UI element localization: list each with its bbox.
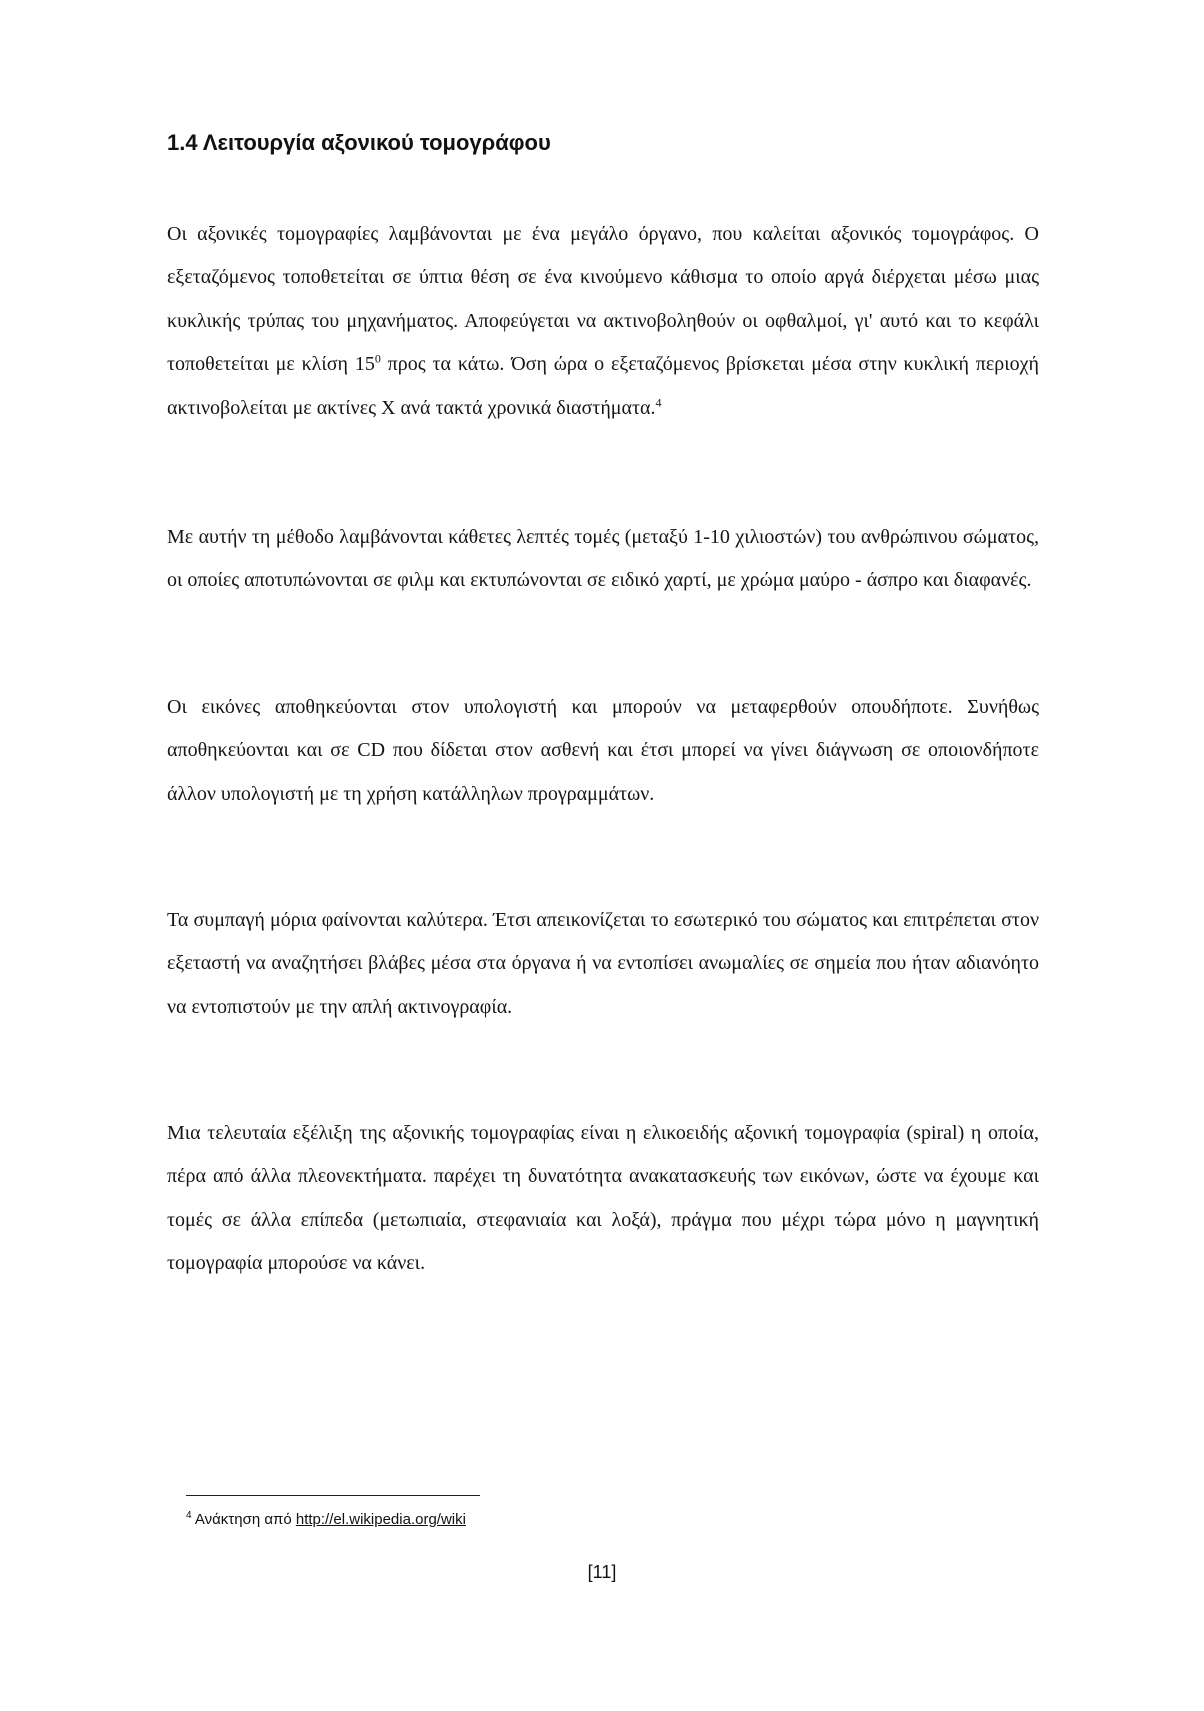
section-heading: 1.4 Λειτουργία αξονικού τομογράφου xyxy=(167,130,551,155)
paragraph-text: Οι αξονικές τομογραφίες λαμβάνονται με ένα μεγάλο όργανο, που καλείται αξονικός τομογράφος. Ο εξεταζόμενος τοποθετείται σε ύπτια θέση σε ένα κινούμενο κάθισμα το οποίο αργά διέρχεται μέσω μιας κυκλικής τρύπας του μηχανήματος. Αποφεύγεται να ακτινοβοληθούν οι οφθαλμοί, γι' αυτό και το κεφάλι τοποθετείται με κλίση 15 xyxy=(167,223,1039,376)
paragraph-ct-procedure xyxy=(167,213,1039,430)
footnote-divider xyxy=(186,1495,480,1496)
paragraph-slices: Με αυτήν τη μέθοδο λαμβάνονται κάθετες λεπτές τομές (μεταξύ 1-10 χιλιοστών) του ανθρώπινου σώματος, οι οποίες αποτυπώνονται σε φιλμ και εκτυπώνονται σε ειδικό χαρτί, με χρώμα μαύρο - άσπρο και διαφανές. xyxy=(167,526,1039,592)
footnote xyxy=(186,1511,466,1528)
paragraph-text-continued: προς τα κάτω. Όση ώρα ο εξεταζόμενος βρίσκεται μέσα στην κυκλική περιοχή ακτινοβολείται με ακτίνες Χ ανά τακτά χρονικά διαστήματα. xyxy=(167,353,1040,419)
paragraph-imaging: Τα συμπαγή μόρια φαίνονται καλύτερα. Έτσι απεικονίζεται το εσωτερικό του σώματος και επιτρέπεται στον εξεταστή να αναζητήσει βλάβες μέσα στα όργανα ή να εντοπίσει ανωμαλίες σε σημεία που ήταν αδιανόητο να εντοπιστούν με την απλή ακτινογραφία. xyxy=(167,909,1039,1018)
footnote-reference[interactable]: 4 xyxy=(655,394,662,409)
footnote-text: Ανάκτηση από xyxy=(191,1511,296,1528)
paragraph-storage: Οι εικόνες αποθηκεύονται στον υπολογιστή και μπορούν να μεταφερθούν οπουδήποτε. Συνήθως αποθηκεύονται και σε CD που δίδεται στον ασθενή και έτσι μπορεί να γίνει διάγνωση σε οποιονδήποτε άλλον υπολογιστή με τη χρήση κατάλληλων προγραμμάτων. xyxy=(167,696,1039,805)
footnote-number: 4 xyxy=(186,1510,192,1521)
paragraph-spiral-ct: Μια τελευταία εξέλιξη της αξονικής τομογραφίας είναι η ελικοειδής αξονική τομογραφία (spiral) η οποία, πέρα από άλλα πλεονεκτήματα. παρέχει τη δυνατότητα ανακατασκευής των εικόνων, ώστε να έχουμε και τομές σε άλλα επίπεδα (μετωπιαία, στεφανιαία και λοξά), πράγμα που μέχρι τώρα μόνο η μαγνητική τομογραφία μπορούσε να κάνει. xyxy=(167,1122,1039,1275)
degree-superscript: 0 xyxy=(374,351,381,366)
footnote-link[interactable]: http://el.wikipedia.org/wiki xyxy=(295,1511,466,1528)
page-number: [11] xyxy=(587,1562,617,1582)
